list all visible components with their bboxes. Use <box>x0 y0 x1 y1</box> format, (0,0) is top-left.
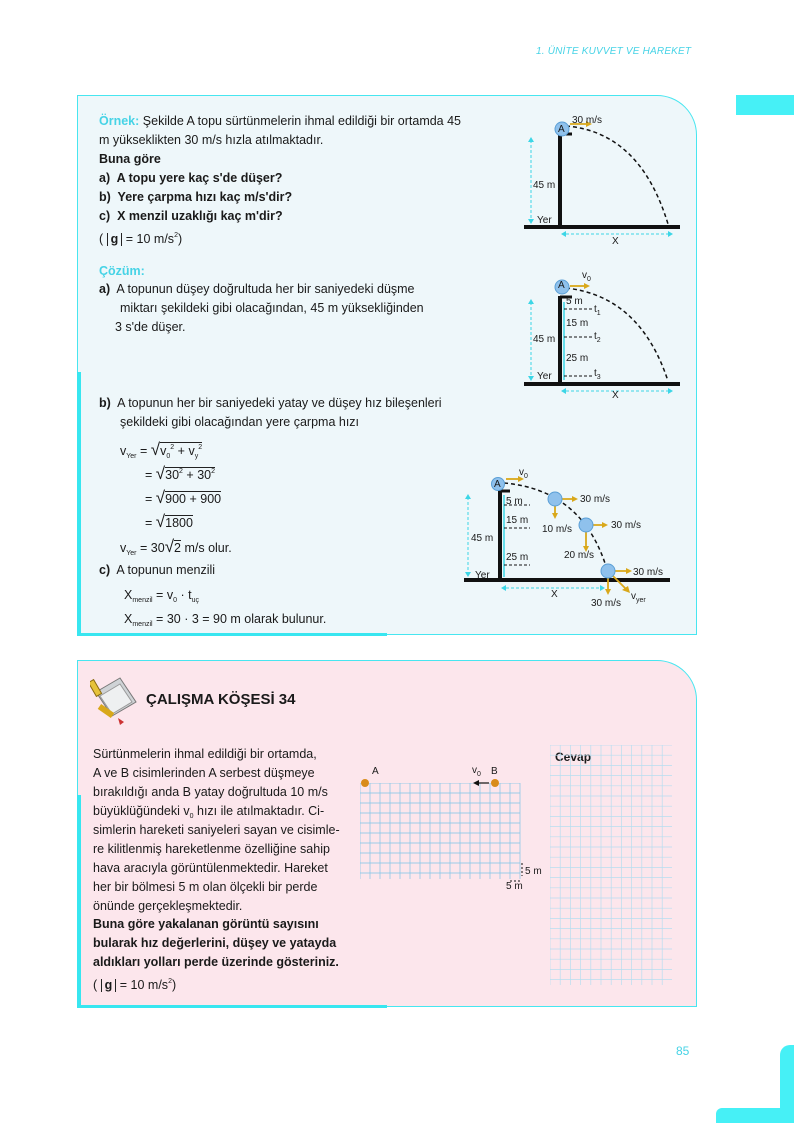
solution-b-line2: şekildeki gibi olacağından yere çarpma hızı <box>120 415 360 429</box>
question-c: c) X menzil uzaklığı kaç m'dir? <box>99 209 283 223</box>
solution-a-line3: 3 s'de düşer. <box>115 320 186 334</box>
grid-markers <box>360 775 530 895</box>
ws-line2: A ve B cisimlerinden A serbest düşmeye <box>93 766 315 780</box>
example-accent-bottom <box>77 633 387 636</box>
solution-label: Çözüm: <box>99 264 145 278</box>
solution-a-line1: a) A topunun düşey doğrultuda her bir saniyedeki düşme <box>99 282 415 296</box>
fig2-t2: $t_2$ <box>594 331 601 344</box>
gravity-note: ( g = 10 $m/s^2$) <box>99 232 183 246</box>
solution-c-line1: c) A topunun menzili <box>99 563 216 577</box>
ws-line8: her bir bölmesi 5 m olan ölçekli bir perde <box>93 880 318 894</box>
fig2-d2: 15 m <box>566 318 589 329</box>
fig1-speed-label: 30 m/s <box>572 115 603 126</box>
example-line2: m yükseklikten 30 m/s hızla atılmaktadır. <box>99 133 324 147</box>
corner-bar-horizontal <box>716 1108 794 1123</box>
ws-line6: re kilitlenmiş hareketlenme özelliğine sahip <box>93 842 330 856</box>
g-vector: g <box>107 233 123 246</box>
fig3-height-label: 45 m <box>471 533 494 544</box>
eq-vyer-1: $v_{Yer} = √v_0^2 + v_y^2$ <box>120 440 203 460</box>
fig2-ball-label: A <box>558 280 565 291</box>
ws-line5: simlerin hareketi saniyeleri sayan ve cisimle- <box>93 823 340 837</box>
ws-question1: Buna göre yakalanan görüntü sayısını <box>93 917 319 931</box>
question-a: a) A topu yere kaç s'de düşer? <box>99 171 283 185</box>
fig2-t3: $t_3$ <box>594 368 601 381</box>
fig2-x-label: X <box>612 390 619 401</box>
fig1-height-label: 45 m <box>533 180 556 191</box>
fig3-x-label: X <box>551 589 558 600</box>
fig3-vx3: 30 m/s <box>633 567 664 578</box>
v0-left-arrow-icon <box>473 780 479 786</box>
ball-b-marker <box>491 779 499 787</box>
fig2-height-label: 45 m <box>533 334 556 345</box>
worksheet-title: ÇALIŞMA KÖŞESİ 34 <box>146 691 296 708</box>
worksheet-accent-bottom <box>77 1005 387 1008</box>
fig1-x-label: X <box>612 236 619 247</box>
fig3-yer-label: Yer <box>475 570 490 581</box>
ws-line7: hava aracıyla görüntülenmektedir. Hareket <box>93 861 328 875</box>
eq-range-1: $X_{menzil} = v_0 \cdot t_{uç}$ <box>124 588 199 604</box>
g-vector: g <box>101 979 117 992</box>
fig3-vyer: $v_{yer}$ <box>631 591 646 604</box>
ws-line1: Sürtünmelerin ihmal edildiği bir ortamda, <box>93 747 317 761</box>
answer-label: Cevap <box>555 750 592 764</box>
fig2-d1: 5 m <box>566 296 583 307</box>
grid-label-v0: $v_0$ <box>472 765 481 778</box>
trajectory <box>566 126 668 224</box>
eq-vyer-2: = $√30^2 + 30^2$ <box>145 464 216 483</box>
notebook-pencil-icon <box>90 672 140 728</box>
fig3-d2: 15 m <box>506 515 529 526</box>
ws-line9: önünde gerçekleşmektedir. <box>93 899 243 913</box>
fig3-ball-label: A <box>494 479 501 490</box>
grid-label-b: B <box>491 766 498 777</box>
chapter-tab <box>736 95 794 115</box>
fig3-vx1: 30 m/s <box>580 494 611 505</box>
ball-t2 <box>579 518 593 532</box>
fig3-v0-label: $v_0$ <box>519 467 528 480</box>
ws-line4: büyüklüğündeki $v_0$ hızı ile atılmaktadır. Ci- <box>93 804 325 820</box>
fig2-d3: 25 m <box>566 353 589 364</box>
chapter-header: 1. ÜNİTE KUVVET VE HAREKET <box>536 46 692 57</box>
example-accent-left <box>77 372 81 634</box>
v0-arrow-icon <box>584 283 590 289</box>
ws-gravity-note: ( g = 10 $m/s^2$) <box>93 978 177 992</box>
ball-a-marker <box>361 779 369 787</box>
fig3-vy1: 10 m/s <box>542 524 573 535</box>
fig2-v0-label: $v_0$ <box>582 270 591 283</box>
solution-a-line2: miktarı şekildeki gibi olacağından, 45 m yüksekliğinden <box>120 301 424 315</box>
solution-b-line1: b) A topunun her bir saniyedeki yatay ve düşey hız bileşenleri <box>99 396 442 410</box>
page-number: 85 <box>676 1044 690 1058</box>
grid-scale-vertical: 5 m <box>525 866 542 877</box>
fig3-d3: 25 m <box>506 552 529 563</box>
fig2-yer-label: Yer <box>537 371 552 382</box>
eq-range-2: $X_{menzil} = 30 \cdot 3 = 90$ m olarak bulunur. <box>124 612 327 628</box>
grid-label-a: A <box>372 766 379 777</box>
fig2-t1: $t_1$ <box>594 304 601 317</box>
fig1-yer-label: Yer <box>537 215 552 226</box>
ws-line3: bırakıldığı anda B yatay doğrultuda 10 m/s <box>93 785 328 799</box>
eq-vyer-4: = √1800 <box>145 512 193 531</box>
ws-question2: bularak hız değerlerini, düşey ve yatayda <box>93 936 337 950</box>
example-lead: Buna göre <box>99 152 161 166</box>
fig3-vy3: 30 m/s <box>591 598 622 609</box>
example-line1: Örnek: Şekilde A topu sürtünmelerin ihmal edildiği bir ortamda 45 <box>99 114 462 128</box>
question-b: b) Yere çarpma hızı kaç m/s'dir? <box>99 190 293 204</box>
fig1-ball-label: A <box>558 124 565 135</box>
eq-vyer-3: = √900 + 900 <box>145 488 222 507</box>
fig3-vy2: 20 m/s <box>564 550 595 561</box>
fig3-d1: 5 m <box>506 496 523 507</box>
worksheet-accent-left <box>77 795 81 1007</box>
answer-grid[interactable] <box>550 745 676 985</box>
fig3-vx2: 30 m/s <box>611 520 642 531</box>
ball-t3 <box>601 564 615 578</box>
ball-t1 <box>548 492 562 506</box>
ws-question3: aldıkları yolları perde üzerinde gösteriniz. <box>93 955 339 969</box>
eq-vyer-5: $v_{Yer} = 30√2$ m/s olur. <box>120 537 232 557</box>
grid-scale-horizontal: 5 m <box>506 881 523 892</box>
